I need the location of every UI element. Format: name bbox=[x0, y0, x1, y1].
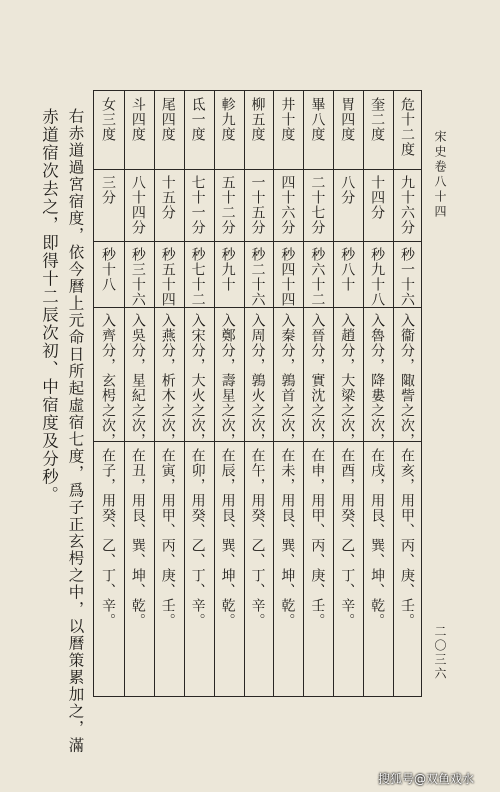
note-line: 右赤道過宮宿度，依今曆上元命日所起虛宿七度，爲子正玄枵之中，以曆策累加之，滿 bbox=[66, 108, 85, 754]
cell-division: 入齊分，玄枵之次，在子，用癸、乙、丁、辛。 bbox=[99, 313, 116, 628]
table-column-rule bbox=[393, 91, 394, 696]
cell-division: 入晉分，實沈之次，在申，用甲、丙、庚、壬。 bbox=[309, 313, 326, 628]
table-column-rule bbox=[124, 91, 125, 696]
cell-du: 七十一分 bbox=[189, 175, 206, 235]
cell-lodge: 斗四度 bbox=[129, 97, 146, 142]
table-band-rule bbox=[94, 241, 421, 242]
cell-division: 入吳分，星紀之次，在丑，用艮、巽、坤、乾。 bbox=[129, 313, 146, 628]
cell-division: 入周分，鶉火之次，在午，用癸、乙、丁、辛。 bbox=[249, 313, 266, 628]
cell-du: 四十六分 bbox=[279, 175, 296, 235]
cell-lodge: 胃四度 bbox=[339, 97, 356, 142]
cell-miao: 秒九十 bbox=[219, 247, 236, 292]
table-column-rule bbox=[184, 91, 185, 696]
table-column-rule bbox=[214, 91, 215, 696]
cell-division: 入衞分，陬訾之次，在亥，用甲、丙、庚、壬。 bbox=[399, 313, 416, 628]
cell-division: 入趙分，大梁之次，在酉，用癸、乙、丁、辛。 bbox=[339, 313, 356, 628]
cell-miao: 秒五十四 bbox=[159, 247, 176, 307]
cell-lodge: 尾四度 bbox=[159, 97, 176, 142]
cell-division: 入秦分，鶉首之次，在未，用艮、巽、坤、乾。 bbox=[279, 313, 296, 628]
cell-miao: 秒十八 bbox=[99, 247, 116, 292]
watermark: 搜狐号@双鱼戏水 bbox=[378, 772, 475, 786]
cell-miao: 秒七十二 bbox=[189, 247, 206, 307]
cell-lodge: 軫九度 bbox=[219, 97, 236, 142]
cell-du: 九十六分 bbox=[399, 175, 416, 235]
cell-miao: 秒二十六 bbox=[249, 247, 266, 307]
table-column-rule bbox=[273, 91, 274, 696]
cell-lodge: 畢八度 bbox=[309, 97, 326, 142]
table-band-rule bbox=[94, 307, 421, 308]
table-column-rule bbox=[363, 91, 364, 696]
note-line: 赤道宿次去之，即得十二辰次初、中宿度及分秒。 bbox=[39, 108, 59, 504]
table-column-rule bbox=[244, 91, 245, 696]
cell-division: 入鄭分，壽星之次，在辰，用艮、巽、坤、乾。 bbox=[219, 313, 236, 628]
cell-lodge: 危十二度 bbox=[399, 97, 416, 157]
cell-division: 入魯分，降婁之次，在戌，用艮、巽、坤、乾。 bbox=[369, 313, 386, 628]
cell-lodge: 女三度 bbox=[99, 97, 116, 142]
cell-du: 八十四分 bbox=[129, 175, 146, 235]
page-number: 二〇三六 bbox=[433, 625, 447, 681]
cell-miao: 秒九十八 bbox=[369, 247, 386, 307]
cell-du: 十四分 bbox=[369, 175, 386, 220]
cell-miao: 秒三十六 bbox=[129, 247, 146, 307]
table-column-rule bbox=[333, 91, 334, 696]
cell-du: 三分 bbox=[99, 175, 116, 205]
cell-lodge: 奎二度 bbox=[369, 97, 386, 142]
cell-lodge: 井十度 bbox=[279, 97, 296, 142]
lodge-table bbox=[93, 90, 422, 697]
running-header: 宋史卷八十四 bbox=[433, 130, 447, 220]
cell-du: 八分 bbox=[339, 175, 356, 205]
table-band-rule bbox=[94, 169, 421, 170]
cell-miao: 秒八十 bbox=[339, 247, 356, 292]
table-column-rule bbox=[303, 91, 304, 696]
cell-division: 入燕分，析木之次，在寅，用甲、丙、庚、壬。 bbox=[159, 313, 176, 628]
cell-miao: 秒四十四 bbox=[279, 247, 296, 307]
cell-du: 二十七分 bbox=[309, 175, 326, 235]
cell-lodge: 氐一度 bbox=[189, 97, 206, 142]
cell-lodge: 柳五度 bbox=[249, 97, 266, 142]
cell-du: 一十五分 bbox=[249, 175, 266, 235]
cell-division: 入宋分，大火之次，在卯，用癸、乙、丁、辛。 bbox=[189, 313, 206, 628]
cell-du: 五十二分 bbox=[219, 175, 236, 235]
table-column-rule bbox=[154, 91, 155, 696]
cell-du: 十五分 bbox=[159, 175, 176, 220]
cell-miao: 秒六十二 bbox=[309, 247, 326, 307]
cell-miao: 秒一十六 bbox=[399, 247, 416, 307]
